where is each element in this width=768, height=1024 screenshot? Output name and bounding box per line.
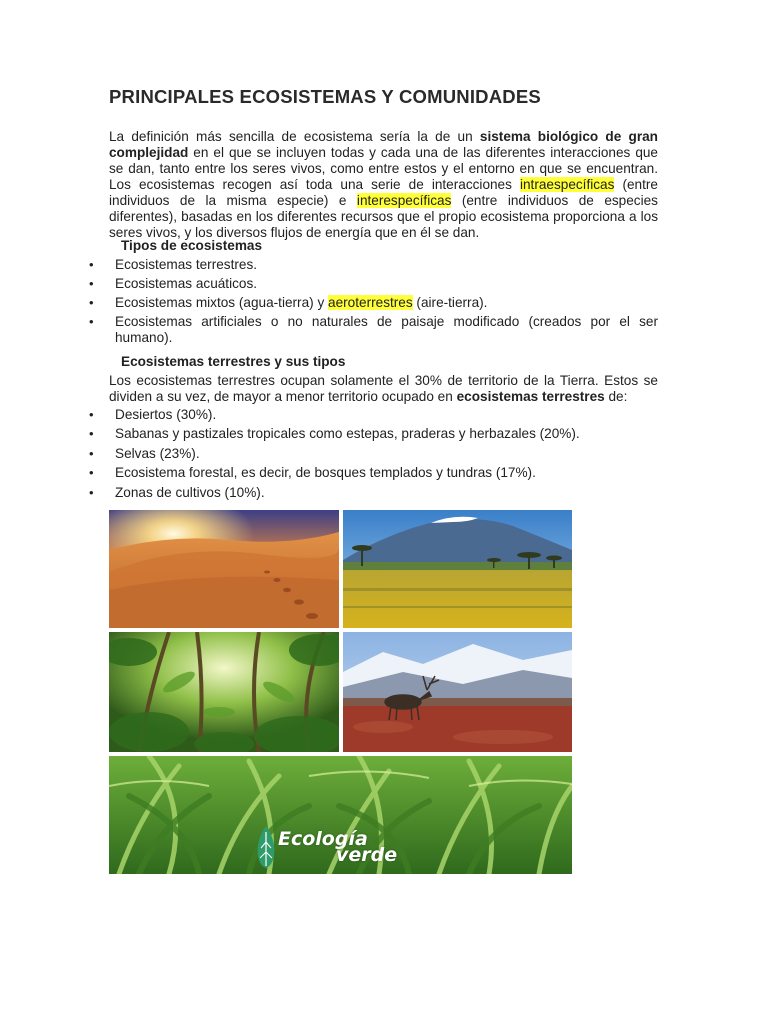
list-item-text: (aire-tierra). (412, 295, 488, 310)
list-item (0, 446, 658, 462)
list-item-text: Desiertos (30%). (115, 407, 217, 422)
list-item-text: Ecosistemas mixtos (agua-tierra) y (115, 295, 329, 310)
ecologia-verde-logo (256, 826, 397, 868)
intro-text-3: (entre individuos de la misma especie) e (109, 177, 658, 208)
list-item-text: Ecosistemas terrestres. (115, 257, 258, 272)
list-item (0, 295, 658, 311)
bullet-icon: • (89, 445, 94, 461)
leaf-icon (256, 826, 276, 868)
logo-text (276, 828, 398, 866)
list-item-text: Sabanas y pastizales tropicales como estepas, praderas y herbazales (20%). (115, 426, 580, 442)
terrestrial-paragraph (109, 373, 658, 405)
list-item-text: Selvas (23%). (115, 445, 200, 461)
tundra-photo (343, 632, 572, 752)
list-item-text: Zonas de cultivos (10%). (115, 484, 265, 500)
logo-line-1: Ecología (278, 828, 368, 850)
savanna-photo (343, 510, 572, 628)
list-item (0, 314, 658, 346)
intro-text-1: La definición más sencilla de ecosistema sería la de un (109, 129, 480, 144)
section-heading-tipos: Tipos de ecosistemas (121, 238, 263, 253)
para-text-2: de: (604, 389, 628, 404)
list-item (0, 407, 658, 423)
bullet-icon: • (89, 465, 94, 481)
jungle-photo (109, 632, 339, 752)
list-item (0, 276, 658, 292)
para-bold-term: ecosistemas terrestres (456, 389, 605, 404)
highlight-aeroterrestres: aeroterrestres (328, 295, 413, 310)
bullet-icon: • (89, 295, 94, 310)
ecosystem-types-list (0, 257, 658, 349)
logo-line-2: verde (336, 844, 398, 866)
intro-text-2: en el que se incluyen todas y cada una de las diferentes interacciones que se dan, tanto entre los seres vivos, como entre estos y el entorno en que se encuentran. Los ecosistemas recogen así toda una serie de interacciones (109, 145, 658, 192)
list-item-text: Ecosistemas acuáticos. (115, 276, 258, 291)
bullet-icon: • (89, 314, 94, 329)
terrestrial-types-list (0, 407, 658, 504)
highlight-interespecificas: interespecíficas (356, 193, 452, 208)
intro-bold-term: sistema biológico de gran complejidad (109, 129, 658, 160)
list-item (0, 465, 658, 481)
list-item-text: Ecosistema forestal, es decir, de bosques templados y tundras (17%). (115, 465, 536, 481)
highlight-intraespecificas: intraespecíficas (519, 177, 615, 192)
page-title: PRINCIPALES ECOSISTEMAS Y COMUNIDADES (109, 86, 541, 107)
bullet-icon: • (89, 257, 94, 272)
bullet-icon: • (89, 407, 94, 422)
section-heading-terrestres: Ecosistemas terrestres y sus tipos (121, 354, 346, 369)
bullet-icon: • (89, 426, 94, 442)
list-item (0, 426, 658, 442)
bullet-icon: • (89, 484, 94, 500)
list-item (0, 485, 658, 501)
intro-text-4: (entre individuos de especies diferentes), basadas en los diferentes recursos que el propio ecosistema proporciona a los seres vivos, y los diversos flujos de energía que en él se dan. (109, 193, 658, 240)
list-item-text: Ecosistemas artificiales o no naturales de paisaje modificado (creados por el ser humano). (115, 314, 658, 345)
desert-photo (109, 510, 339, 628)
intro-paragraph (109, 129, 658, 241)
bullet-icon: • (89, 276, 94, 291)
list-item (0, 257, 658, 273)
para-text-1: Los ecosistemas terrestres ocupan solamente el 30% de territorio de la Tierra. Estos se dividen a su vez, de mayor a menor territorio ocupado en (109, 373, 658, 404)
